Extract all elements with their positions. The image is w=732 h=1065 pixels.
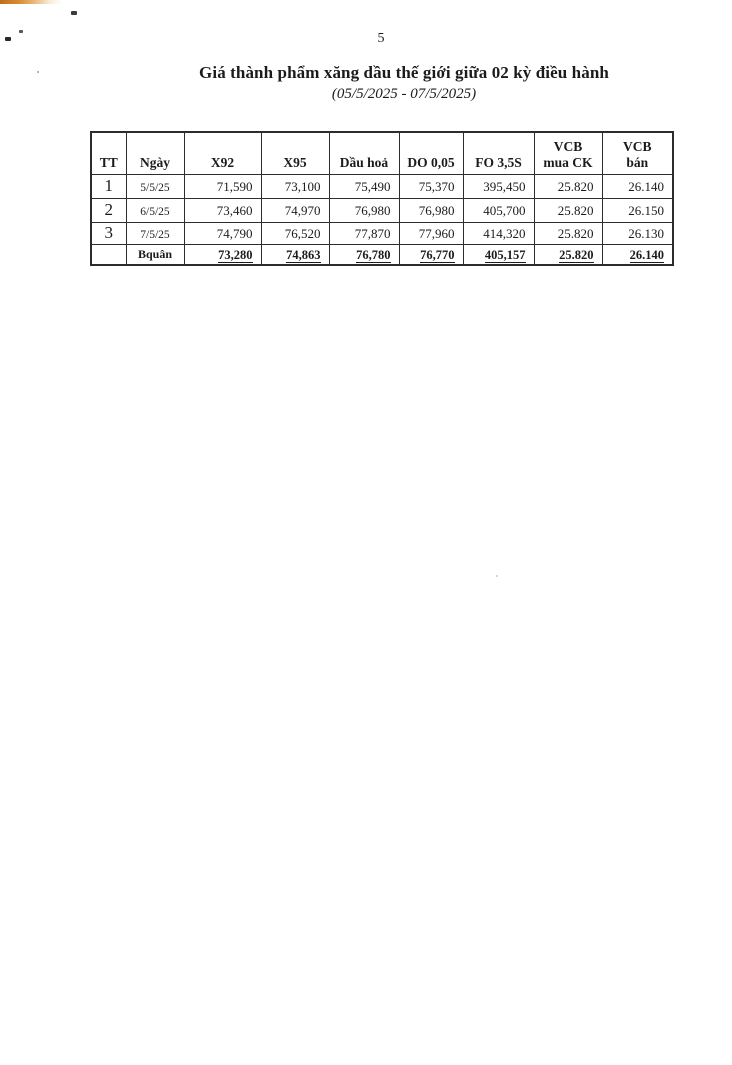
scan-speck: [37, 71, 39, 73]
document-subtitle-date-range: (05/5/2025 - 07/5/2025): [331, 86, 477, 102]
cell-tt-empty: [91, 244, 126, 265]
cell-do-005: 77,960: [399, 222, 463, 244]
cell-vcb-ban-average: [602, 244, 673, 265]
cell-dau-hoa-average: [329, 244, 399, 265]
header-cell-vcb-mua-ck: [534, 132, 602, 174]
header-line: VCB: [622, 138, 652, 154]
cell-x92-average: [184, 244, 261, 265]
underlined-value: 76,770: [420, 247, 455, 262]
cell-tt: 1: [91, 174, 126, 198]
scan-speck: [496, 575, 498, 577]
table-header-row: [91, 132, 673, 174]
cell-vcb-ban: 26.150: [602, 198, 673, 222]
table-row: [91, 174, 673, 198]
underlined-value: 74,863: [286, 247, 321, 262]
cell-tt: 3: [91, 222, 126, 244]
cell-fo-35s: 414,320: [463, 222, 534, 244]
cell-x92: 74,790: [184, 222, 261, 244]
cell-vcb-mua-ck: 25.820: [534, 174, 602, 198]
header-cell-x92: X92: [184, 132, 261, 174]
page-number: 5: [377, 31, 385, 46]
cell-tt: 2: [91, 198, 126, 222]
cell-fo-35s-average: [463, 244, 534, 265]
underlined-value: 73,280: [218, 247, 253, 262]
cell-do-005: 75,370: [399, 174, 463, 198]
cell-dau-hoa: 77,870: [329, 222, 399, 244]
document-heading: [90, 62, 718, 104]
average-row: [91, 244, 673, 265]
header-line: VCB: [553, 138, 583, 154]
cell-vcb-ban: 26.140: [602, 174, 673, 198]
cell-dau-hoa: 75,490: [329, 174, 399, 198]
cell-dau-hoa: 76,980: [329, 198, 399, 222]
scan-speck: [71, 11, 77, 15]
header-cell-vcb-ban: [602, 132, 673, 174]
cell-average-label: Bquân: [126, 244, 184, 265]
header-cell-ngay: Ngày: [126, 132, 184, 174]
cell-x92: 73,460: [184, 198, 261, 222]
fuel-price-table: [90, 131, 674, 266]
cell-do-005: 76,980: [399, 198, 463, 222]
cell-x92: 71,590: [184, 174, 261, 198]
header-cell-tt: TT: [91, 132, 126, 174]
table-row: [91, 198, 673, 222]
document-title: Giá thành phẩm xăng dầu thế giới giữa 02 kỳ điều hành: [199, 63, 609, 82]
underlined-value: 76,780: [356, 247, 391, 262]
scan-artifact-corner-strip: [0, 0, 62, 4]
cell-vcb-mua-ck-average: [534, 244, 602, 265]
cell-vcb-mua-ck: 25.820: [534, 198, 602, 222]
underlined-value: 26.140: [629, 247, 664, 262]
cell-fo-35s: 395,450: [463, 174, 534, 198]
cell-x95-average: [261, 244, 329, 265]
cell-fo-35s: 405,700: [463, 198, 534, 222]
underlined-value: 405,157: [484, 247, 526, 262]
cell-ngay: 5/5/25: [126, 174, 184, 198]
table-row: [91, 222, 673, 244]
header-cell-do-005: DO 0,05: [399, 132, 463, 174]
cell-x95: 73,100: [261, 174, 329, 198]
header-cell-dau-hoa: Dầu hoả: [329, 132, 399, 174]
cell-x95: 76,520: [261, 222, 329, 244]
cell-ngay: 6/5/25: [126, 198, 184, 222]
header-cell-x95: X95: [261, 132, 329, 174]
scan-speck: [5, 37, 11, 41]
cell-x95: 74,970: [261, 198, 329, 222]
header-line: bán: [626, 154, 649, 170]
header-line: mua CK: [543, 154, 593, 170]
underlined-value: 25.820: [559, 247, 594, 262]
cell-do-005-average: [399, 244, 463, 265]
scan-speck: [19, 30, 23, 33]
cell-vcb-mua-ck: 25.820: [534, 222, 602, 244]
header-cell-fo-35s: FO 3,5S: [463, 132, 534, 174]
cell-vcb-ban: 26.130: [602, 222, 673, 244]
cell-ngay: 7/5/25: [126, 222, 184, 244]
